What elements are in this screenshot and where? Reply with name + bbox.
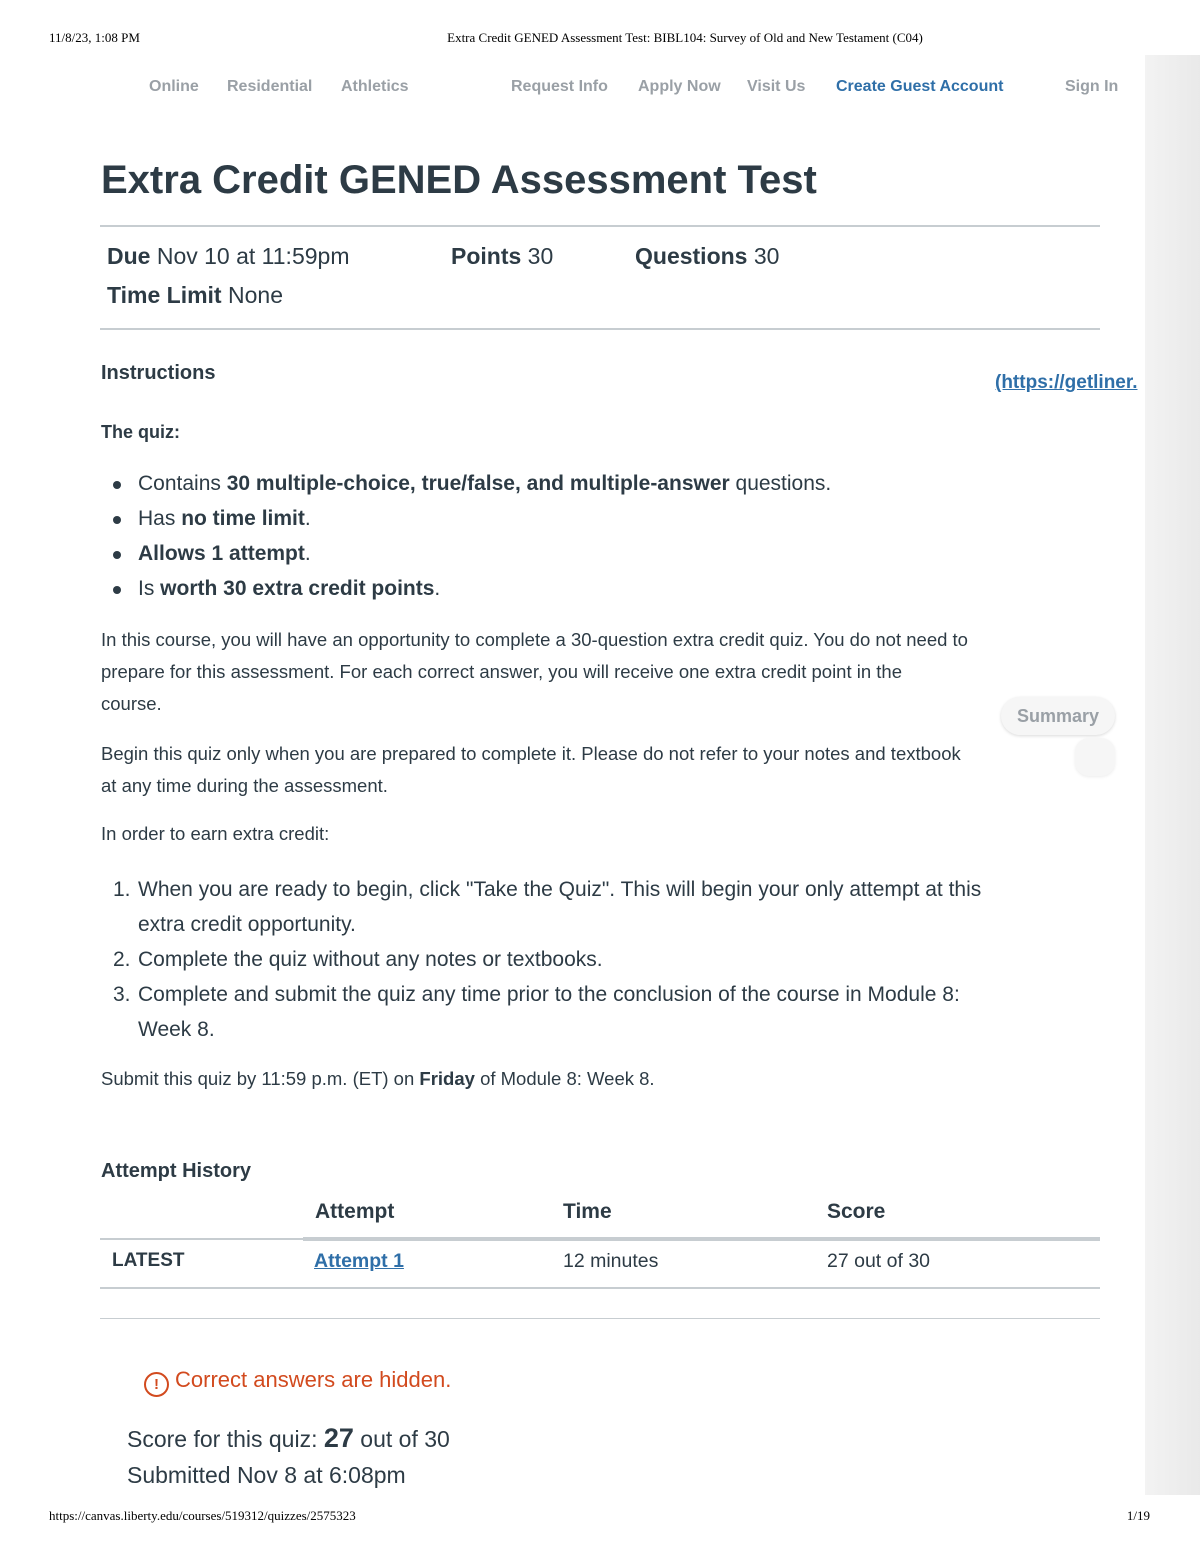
attempt-history-heading: Attempt History	[101, 1160, 252, 1182]
nav-link-online[interactable]: Online	[149, 78, 199, 95]
due-value: Nov 10 at 11:59pm	[156, 243, 350, 269]
quiz-label: The quiz:	[101, 422, 180, 442]
column-header-attempt: Attempt	[315, 1200, 395, 1223]
attempt-status: LATEST	[112, 1250, 185, 1271]
attempt-score: 27 out of 30	[827, 1250, 931, 1272]
meta-divider	[100, 328, 1100, 330]
list-item: Allows 1 attempt.	[110, 542, 1110, 577]
answers-hidden-notice	[144, 1367, 451, 1397]
quiz-time-limit	[107, 282, 283, 309]
instructions-heading: Instructions	[101, 362, 216, 384]
quiz-points	[451, 243, 553, 270]
print-datetime: 11/8/23, 1:08 PM	[49, 30, 140, 45]
points-value: 30	[527, 243, 554, 269]
list-item: 1. When you are ready to begin, click "Take the Quiz". This will begin your only attempt at this extra credit opportunity.	[113, 878, 982, 936]
list-item: 3. Complete and submit the quiz any time prior to the conclusion of the course in Module 8: Week 8.	[113, 983, 960, 1041]
print-header	[0, 30, 1200, 48]
column-header-score: Score	[827, 1200, 886, 1223]
print-page-number: 1/19	[1126, 1508, 1150, 1523]
points-label: Points	[451, 243, 522, 269]
print-footer	[0, 1508, 1200, 1526]
table-row	[100, 1250, 1100, 1286]
create-guest-account-link[interactable]: Create Guest Account	[836, 78, 1004, 95]
attempt-link[interactable]: Attempt 1	[314, 1250, 404, 1272]
warning-icon: !	[144, 1372, 169, 1397]
list-item: Is worth 30 extra credit points.	[110, 577, 1110, 612]
table-row-divider	[100, 1287, 1100, 1289]
title-divider	[100, 225, 1100, 227]
quiz-features-list	[110, 472, 1110, 612]
preparation-paragraph: Begin this quiz only when you are prepared to complete it. Please do not refer to your notes and textbook at any time during the assessment.	[101, 743, 961, 796]
time-limit-value: None	[228, 282, 283, 308]
nav-link-athletics[interactable]: Athletics	[341, 78, 409, 95]
submit-deadline: Submit this quiz by 11:59 p.m. (ET) on Friday of Module 8: Week 8.	[101, 1068, 655, 1089]
top-navigation	[0, 78, 1145, 100]
summary-button[interactable]: Summary	[1001, 697, 1115, 735]
nav-link-apply-now[interactable]: Apply Now	[638, 78, 721, 95]
nav-link-residential[interactable]: Residential	[227, 78, 313, 95]
quiz-questions	[635, 243, 779, 270]
page-title: Extra Credit GENED Assessment Test	[101, 158, 817, 202]
intro-paragraph: In this course, you will have an opportunity to complete a 30-question extra credit quiz. You do not need to prepare for this assessment. For each correct answer, you will receive one extra credit point in the course.	[101, 629, 968, 714]
quiz-due	[107, 243, 349, 270]
questions-value: 30	[753, 243, 780, 269]
questions-label: Questions	[635, 243, 748, 269]
list-item: 2. Complete the quiz without any notes or textbooks.	[113, 948, 603, 971]
print-url: https://canvas.liberty.edu/courses/519312/quizzes/2575323	[49, 1508, 356, 1523]
table-header-divider	[100, 1238, 303, 1240]
answers-hidden-text: Correct answers are hidden.	[175, 1367, 452, 1392]
table-header-divider	[303, 1237, 1100, 1241]
quiz-score: Score for this quiz: 27 out of 30	[127, 1423, 450, 1453]
steps-list	[108, 872, 1108, 1047]
submitted-timestamp: Submitted Nov 8 at 6:08pm	[127, 1462, 406, 1488]
list-item: Contains 30 multiple-choice, true/false, and multiple-answer questions.	[110, 472, 1110, 507]
sign-in-link[interactable]: Sign In	[1065, 78, 1119, 95]
section-divider	[100, 1318, 1100, 1319]
attempt-table-header	[100, 1200, 1100, 1236]
list-item: Has no time limit.	[110, 507, 1110, 542]
due-label: Due	[107, 243, 151, 269]
print-document-title: Extra Credit GENED Assessment Test: BIBL104: Survey of Old and New Testament (C04)	[447, 30, 923, 45]
column-header-time: Time	[563, 1200, 612, 1223]
score-value: 27	[323, 1423, 354, 1453]
scrollbar-track[interactable]	[1145, 55, 1200, 1495]
external-link[interactable]: (https://getliner.	[995, 372, 1138, 393]
nav-link-visit-us[interactable]: Visit Us	[747, 78, 806, 95]
time-limit-label: Time Limit	[107, 282, 222, 308]
earn-credit-paragraph: In order to earn extra credit:	[101, 823, 330, 844]
nav-link-request-info[interactable]: Request Info	[511, 78, 608, 95]
attempt-time: 12 minutes	[563, 1250, 659, 1272]
